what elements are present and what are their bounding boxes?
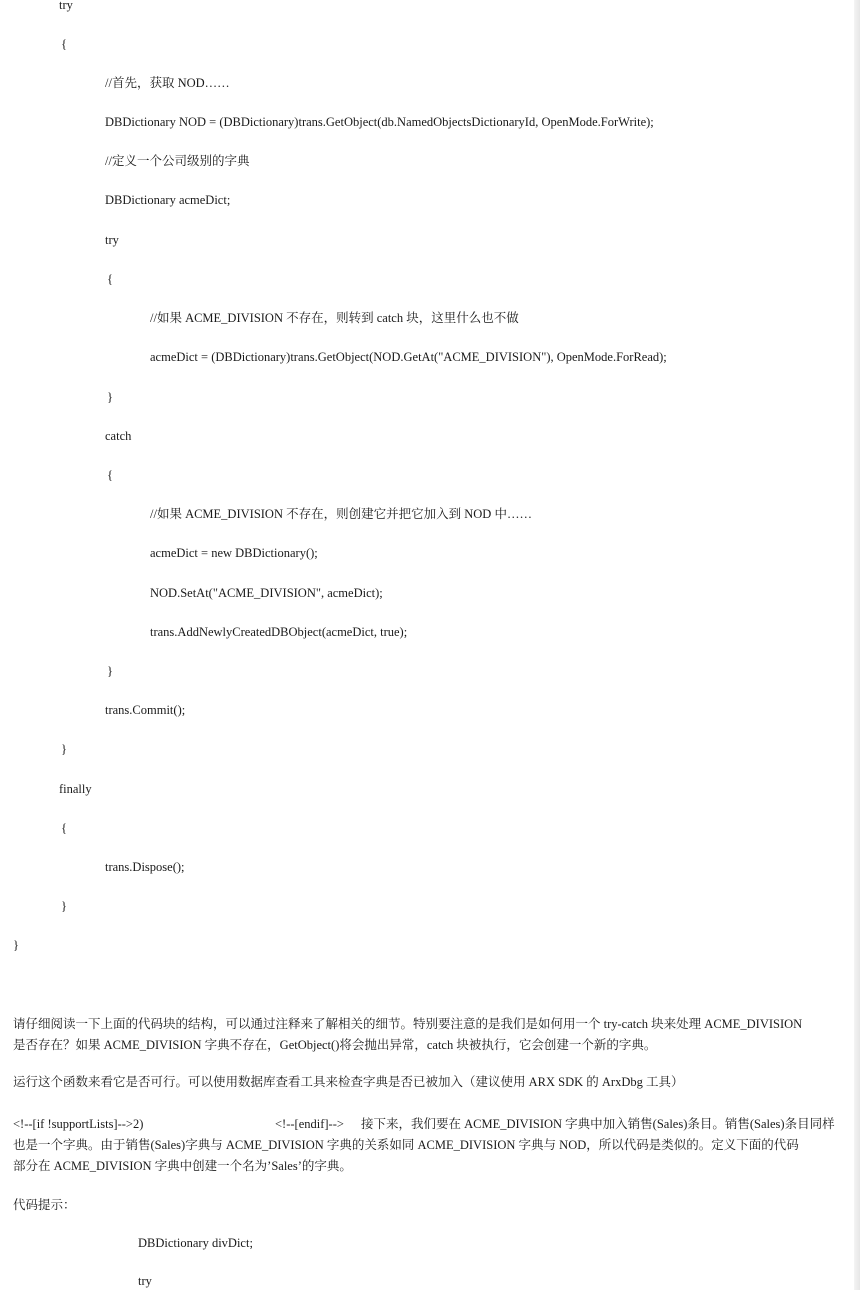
code-line: { xyxy=(61,821,67,835)
code-line: try xyxy=(105,233,119,247)
paragraph-line: 也是一个字典。由于销售(Sales)字典与 ACME_DIVISION 字典的关系如同 ACME_DIVISION 字典与 NOD，所以代码是类似的。定义下面的代码 xyxy=(13,1138,799,1152)
run-instructions-paragraph xyxy=(13,1072,848,1093)
page-edge-shadow xyxy=(854,0,860,1290)
code-line: catch xyxy=(105,429,132,443)
code-line: trans.AddNewlyCreatedDBObject(acmeDict, true); xyxy=(150,625,408,639)
code-comment: //定义一个公司级别的字典 xyxy=(105,154,250,168)
hint-code-line: try xyxy=(138,1274,152,1288)
explanation-paragraph xyxy=(13,1014,848,1056)
code-line: NOD.SetAt("ACME_DIVISION", acmeDict); xyxy=(150,586,383,600)
code-line: acmeDict = (DBDictionary)trans.GetObject(NOD.GetAt("ACME_DIVISION"), OpenMode.ForRead); xyxy=(150,350,667,364)
code-line: } xyxy=(13,938,19,952)
list-marker-start: <!--[if !supportLists]-->2) xyxy=(13,1117,144,1131)
code-comment: //首先，获取 NOD…… xyxy=(105,76,230,90)
code-line: DBDictionary NOD = (DBDictionary)trans.GetObject(db.NamedObjectsDictionaryId, OpenMode.ForWrite); xyxy=(105,115,654,129)
code-line: try xyxy=(59,0,73,12)
code-comment: //如果 ACME_DIVISION 不存在，则转到 catch 块，这里什么也不做 xyxy=(150,311,519,325)
code-line: } xyxy=(61,899,67,913)
code-line: trans.Dispose(); xyxy=(105,860,185,874)
paragraph-line: 部分在 ACME_DIVISION 字典中创建一个名为’Sales’的字典。 xyxy=(13,1159,352,1173)
code-line: finally xyxy=(59,782,92,796)
paragraph-line: 是否存在？如果 ACME_DIVISION 字典不存在，GetObject()将会抛出异常，catch 块被执行，它会创建一个新的字典。 xyxy=(13,1038,657,1052)
hint-code-line: DBDictionary divDict; xyxy=(138,1236,253,1250)
code-line: { xyxy=(61,37,67,51)
code-line: { xyxy=(107,272,113,286)
list-marker-end: <!--[endif]--> xyxy=(275,1117,344,1131)
code-line: } xyxy=(107,664,113,678)
paragraph-line: 接下来，我们要在 ACME_DIVISION 字典中加入销售(Sales)条目。销售(Sales)条目同样 xyxy=(361,1117,835,1131)
code-line: } xyxy=(61,742,67,756)
paragraph-line: 请仔细阅读一下上面的代码块的结构，可以通过注释来了解相关的细节。特别要注意的是我们是如何用一个 try-catch 块来处理 ACME_DIVISION xyxy=(13,1017,803,1031)
code-hint-label: 代码提示： xyxy=(13,1198,76,1212)
code-line: trans.Commit(); xyxy=(105,703,186,717)
code-line: DBDictionary acmeDict; xyxy=(105,193,231,207)
code-line: } xyxy=(107,390,113,404)
code-comment: //如果 ACME_DIVISION 不存在，则创建它并把它加入到 NOD 中…… xyxy=(150,507,532,521)
code-line: acmeDict = new DBDictionary(); xyxy=(150,546,318,560)
sales-dictionary-paragraph xyxy=(13,1135,848,1177)
paragraph-line: 运行这个函数来看它是否可行。可以使用数据库查看工具来检查字典是否已被加入（建议使用 ARX SDK 的 ArxDbg 工具） xyxy=(13,1075,684,1089)
code-line: { xyxy=(107,468,113,482)
